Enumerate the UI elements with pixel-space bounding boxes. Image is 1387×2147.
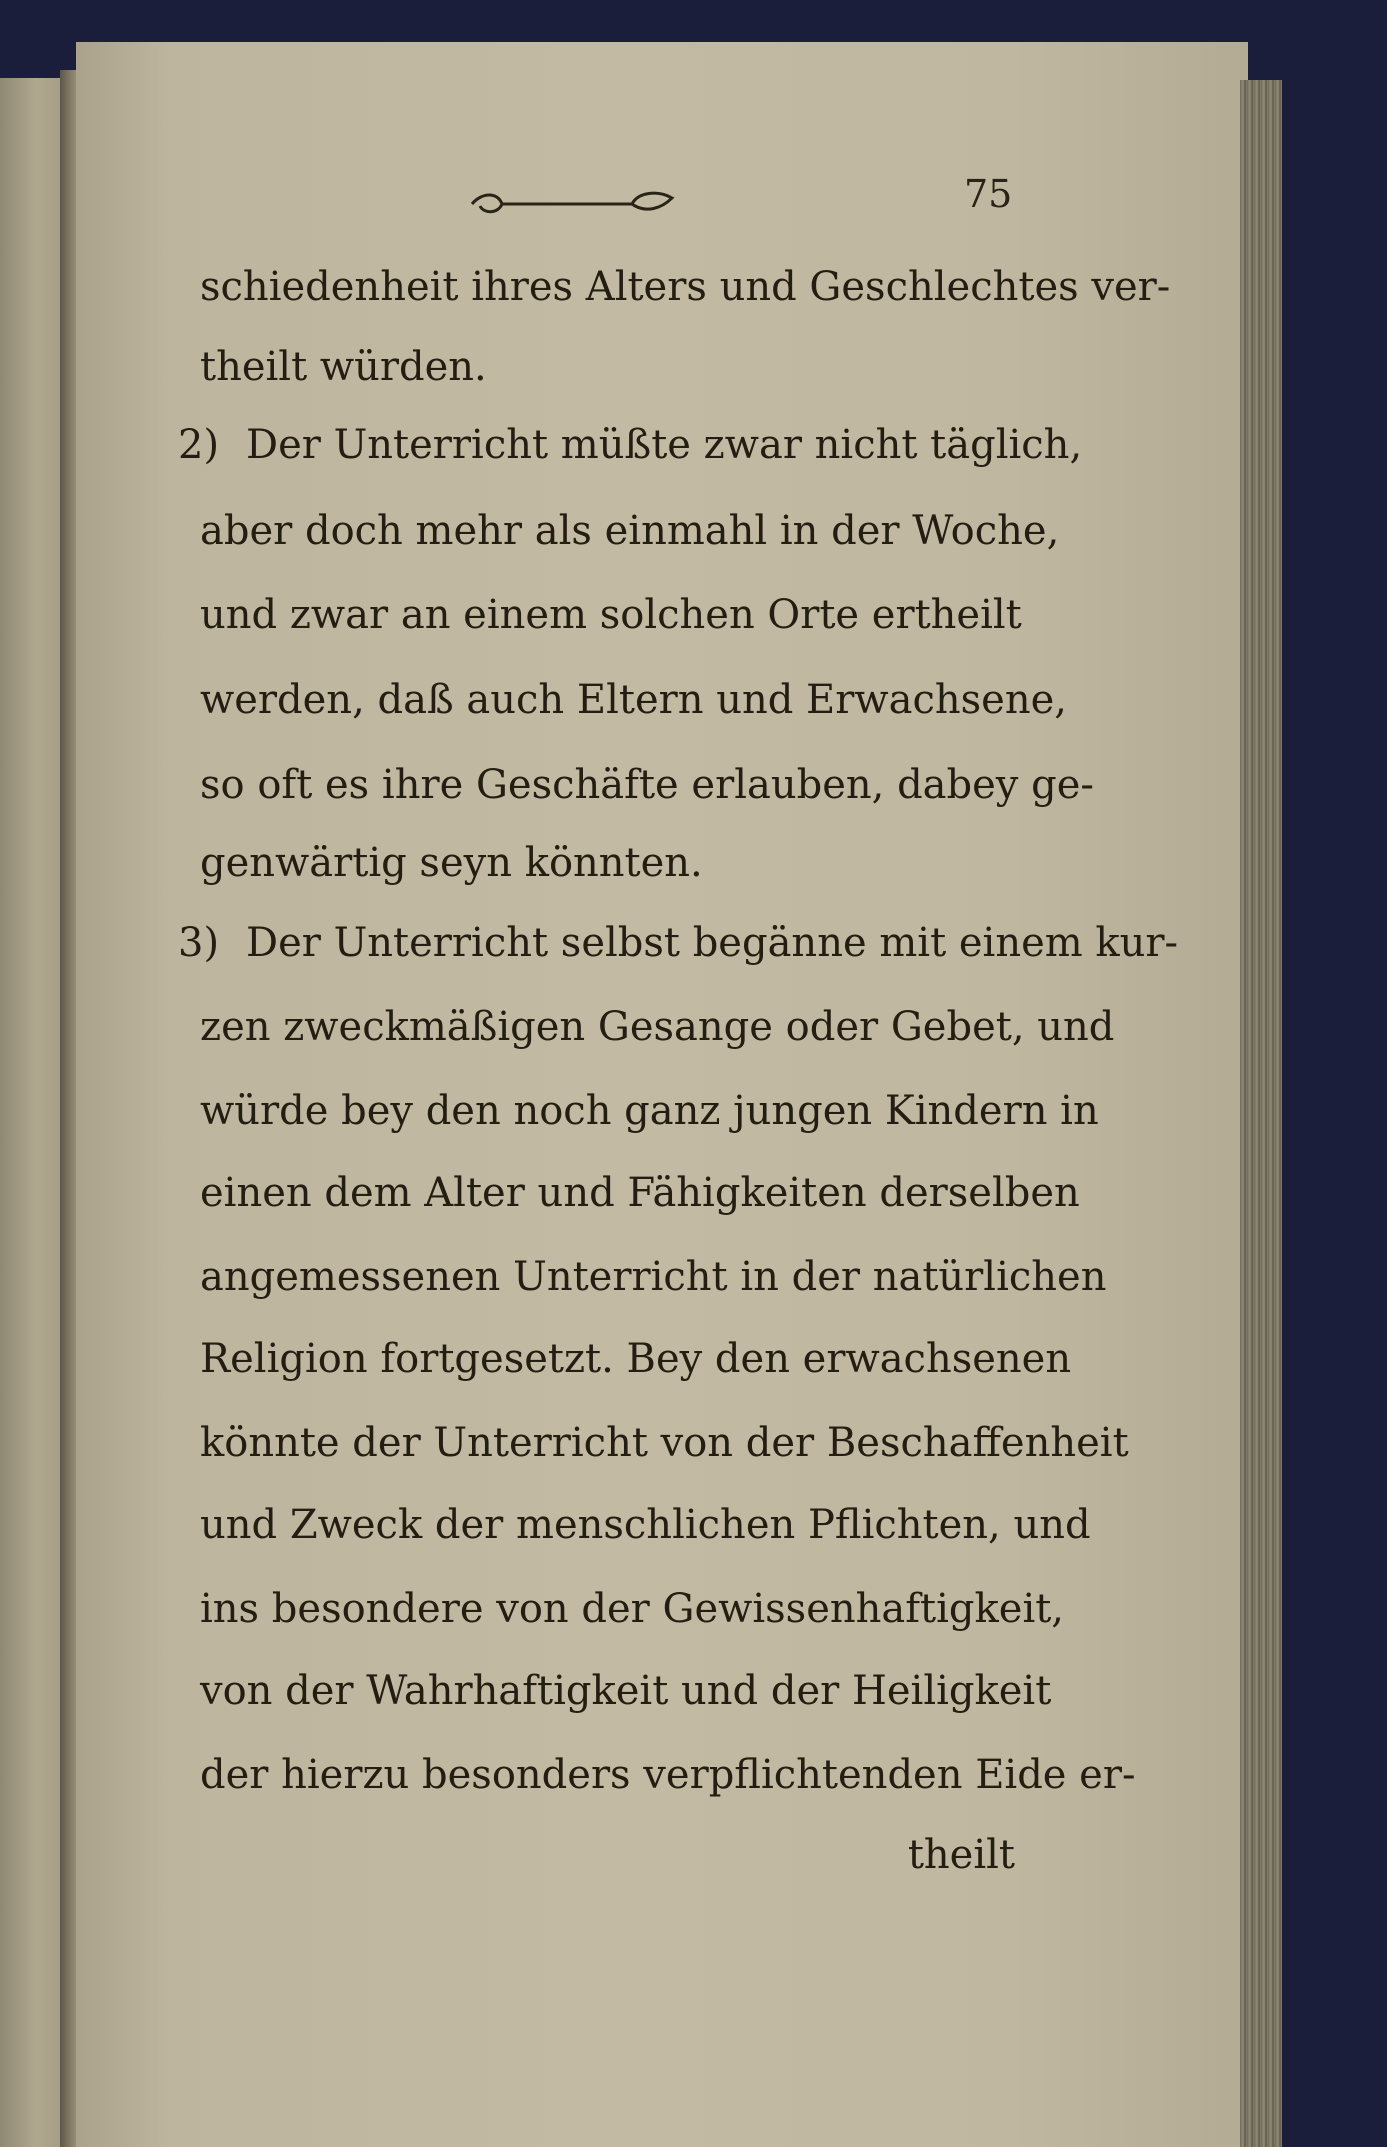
text-line: Der Unterricht selbst begänne mit einem kur- [246, 920, 1179, 966]
text-line: Religion fortgesetzt. Bey den erwachsenen [200, 1336, 1072, 1382]
text-line: zen zweckmäßigen Gesange oder Gebet, und [200, 1004, 1115, 1050]
text-line: ins besondere von der Gewissenhaftigkeit, [200, 1586, 1065, 1632]
item-number: 3) [178, 920, 220, 966]
text-line: genwärtig seyn könnten. [200, 840, 703, 886]
text-line: so oft es ihre Geschäfte erlauben, dabey ge- [200, 762, 1094, 808]
text-line: würde bey den noch ganz jungen Kindern in [200, 1088, 1099, 1134]
item-number: 2) [178, 422, 220, 468]
text-line: könnte der Unterricht von der Beschaffenheit [200, 1420, 1129, 1466]
text-line: und zwar an einem solchen Orte ertheilt [200, 592, 1022, 638]
left-page-edge [0, 78, 66, 2147]
text-line: der hierzu besonders verpflichtenden Eide er- [200, 1752, 1136, 1798]
page-stack-edge [1240, 80, 1282, 2147]
text-line: schiedenheit ihres Alters und Geschlechtes ver- [200, 264, 1171, 310]
text-line: und Zweck der menschlichen Pflichten, und [200, 1502, 1091, 1548]
text-line: theilt würden. [200, 344, 487, 390]
text-line: aber doch mehr als einmahl in der Woche, [200, 508, 1060, 554]
header-ornament-icon [462, 186, 682, 222]
text-line: von der Wahrhaftigkeit und der Heiligkeit [200, 1668, 1052, 1714]
text-line: Der Unterricht müßte zwar nicht täglich, [246, 422, 1083, 468]
page-number: 75 [964, 172, 1013, 216]
text-line: angemessenen Unterricht in der natürlichen [200, 1254, 1107, 1300]
catchword: theilt [907, 1832, 1015, 1878]
text-line: einen dem Alter und Fähigkeiten derselben [200, 1170, 1080, 1216]
text-line: werden, daß auch Eltern und Erwachsene, [200, 677, 1067, 723]
